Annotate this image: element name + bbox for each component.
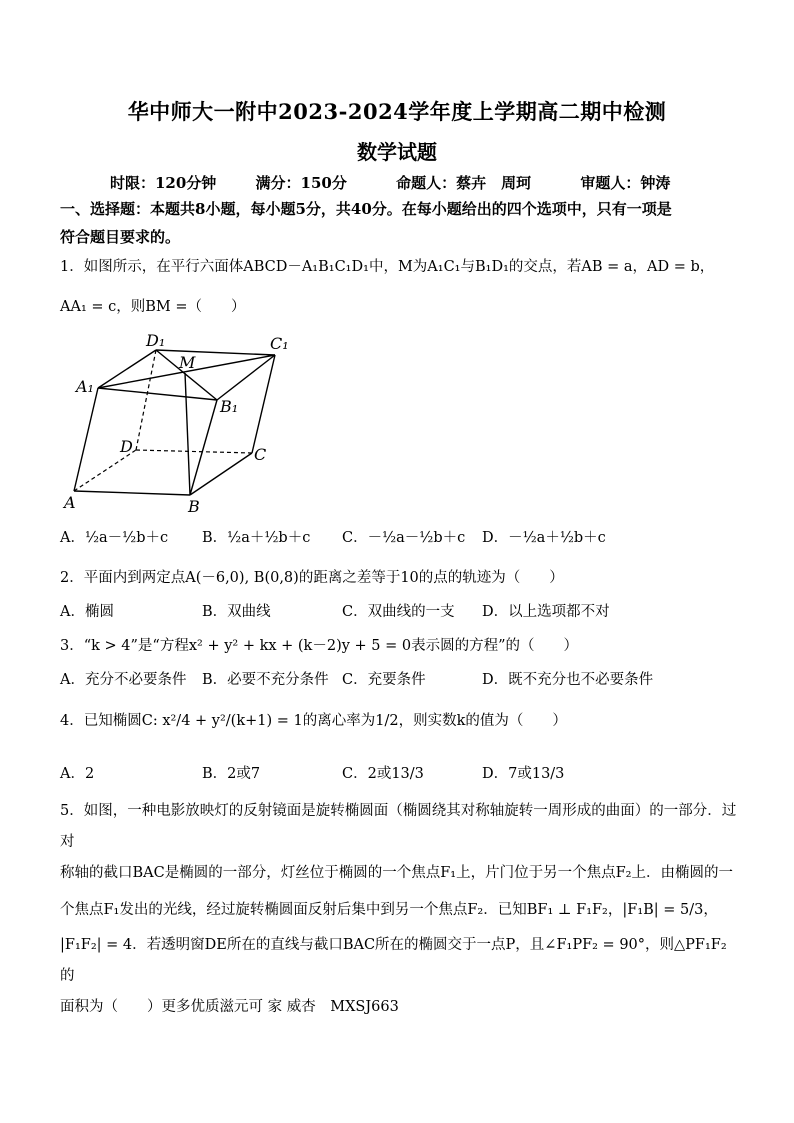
- q2-option-b[interactable]: B．双曲线: [202, 604, 271, 620]
- question-5-line3: 个焦点F₁发出的光线，经过旋转椭圆面反射后集中到另一个焦点F₂．已知BF₁ ⊥ F₁F₂，|F₁B| = 5/3，: [60, 902, 718, 918]
- section-heading-line1: 一、选择题：本题共8小题，每小题5分，共40分。在每小题给出的四个选项中，只有一项是: [60, 200, 672, 218]
- label-C: C: [254, 445, 267, 464]
- section-heading: [60, 195, 740, 251]
- q4-option-b[interactable]: B．2或7: [202, 766, 261, 782]
- question-1-options: [60, 526, 740, 556]
- full-score: 满分：150分: [255, 174, 347, 192]
- question-2-options: [60, 600, 740, 630]
- question-5-line5: 面积为（ ）更多优质滋元可 家 威杏 MXSJ663: [60, 999, 399, 1015]
- question-2: 2．平面内到两定点A(－6,0), B(0,8)的距离之差等于10的点的轨迹为（ ）: [60, 570, 564, 586]
- question-5: [60, 796, 740, 1023]
- question-3: 3．“k > 4”是“方程x² + y² + kx + (k－2)y + 5 = 0表示圆的方程”的（ ）: [60, 638, 579, 654]
- reviewer: 审题人：钟涛: [580, 174, 671, 192]
- section-heading-line2: 符合题目要求的。: [60, 228, 181, 246]
- label-A1: A₁: [76, 377, 94, 396]
- label-C1: C₁: [270, 334, 289, 353]
- question-5-line1: 5．如图，一种电影放映灯的反射镜面是旋转椭圆面（椭圆绕其对称轴旋转一周形成的曲面）的一部分．过对: [60, 803, 737, 850]
- q1-option-d[interactable]: D．－½a＋½b＋c: [482, 530, 606, 546]
- q3-option-a[interactable]: A．充分不必要条件: [60, 672, 187, 688]
- label-B: B: [188, 497, 200, 516]
- q1-option-a[interactable]: A．½a－½b＋c: [60, 530, 169, 546]
- q2-option-a[interactable]: A．椭圆: [60, 604, 114, 620]
- question-5-line4: |F₁F₂| = 4．若透明窗DE所在的直线与截口BAC所在的椭圆交于一点P，且∠F₁PF₂ = 90°，则△PF₁F₂的: [60, 937, 727, 984]
- label-B1: B₁: [220, 397, 239, 416]
- parallelepiped-figure: [62, 328, 302, 516]
- question-4-options: [60, 762, 740, 792]
- label-M: M: [179, 353, 196, 372]
- label-D1: D₁: [146, 331, 166, 350]
- q4-option-d[interactable]: D．7或13/3: [482, 766, 565, 782]
- question-5-line2: 称轴的截口BAC是椭圆的一部分，灯丝位于椭圆的一个焦点F₁上，片门位于另一个焦点F₂上．由椭圆的一: [60, 865, 733, 881]
- question-4: 4．已知椭圆C: x²/4 + y²/(k+1) = 1的离心率为1/2，则实数k的值为（ ）: [60, 713, 567, 729]
- question-1: [60, 254, 740, 320]
- question-1-line1: 1．如图所示，在平行六面体ABCD－A₁B₁C₁D₁中，M为A₁C₁与B₁D₁的交点，若AB = a，AD = b，: [60, 259, 715, 275]
- exam-title: 华中师大一附中2023-2024学年度上学期高二期中检测: [127, 99, 667, 124]
- q1-option-b[interactable]: B．½a＋½b＋c: [202, 530, 311, 546]
- q4-option-a[interactable]: A．2: [60, 766, 95, 782]
- q1-option-c[interactable]: C．－½a－½b＋c: [342, 530, 466, 546]
- q3-option-d[interactable]: D．既不充分也不必要条件: [482, 672, 654, 688]
- exam-meta: [110, 172, 704, 193]
- q4-option-c[interactable]: C．2或13/3: [342, 766, 424, 782]
- label-D: D: [120, 437, 133, 456]
- time-limit: 时限：120分钟: [110, 174, 217, 192]
- q3-option-c[interactable]: C．充要条件: [342, 672, 426, 688]
- q3-option-b[interactable]: B．必要不充分条件: [202, 672, 329, 688]
- q2-option-d[interactable]: D．以上选项都不对: [482, 604, 610, 620]
- q2-option-c[interactable]: C．双曲线的一支: [342, 604, 455, 620]
- exam-subtitle: 数学试题: [357, 140, 437, 164]
- question-1-line2: AA₁ = c，则BM =（ ）: [60, 299, 246, 315]
- author: 命题人：蔡卉 周珂: [396, 174, 532, 192]
- label-A: A: [64, 493, 76, 512]
- question-3-options: [60, 668, 740, 698]
